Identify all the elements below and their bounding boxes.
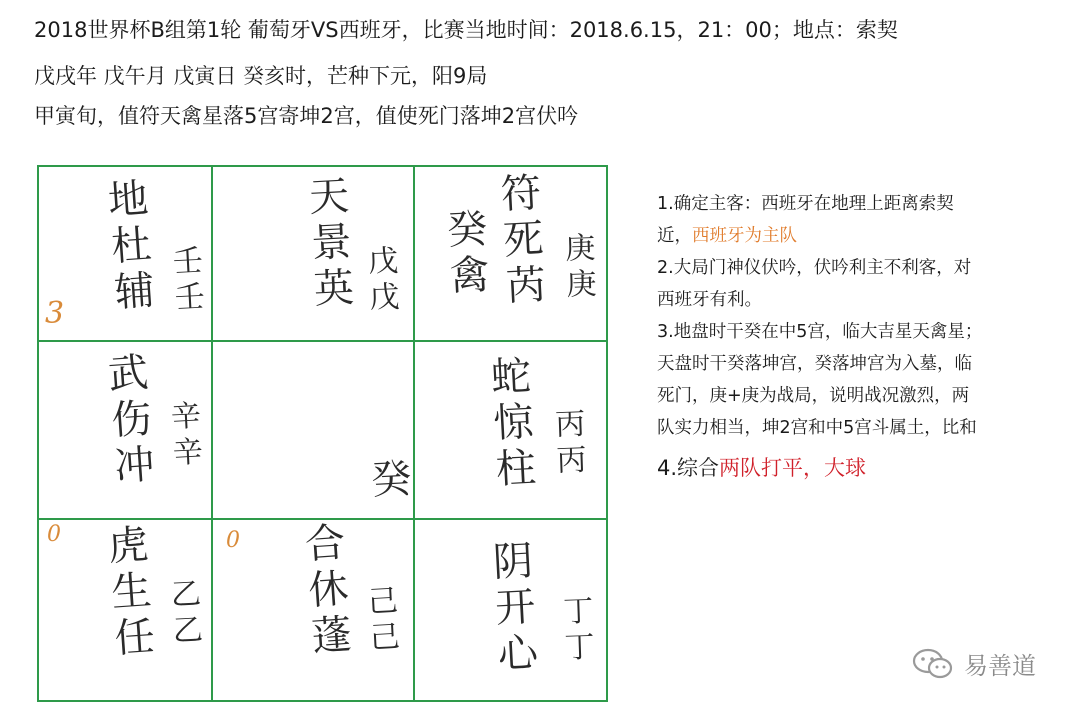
palace-bl-mark: 0 [47, 522, 61, 547]
palace-ml-main: 武伤冲 [100, 350, 156, 492]
palace-tm-stems: 戊戊 [361, 244, 400, 318]
palace-br-stems: 丁丁 [556, 594, 595, 668]
palace-bm-stems: 己己 [361, 584, 400, 658]
palace-tl-stems: 壬壬 [166, 244, 205, 318]
note-4-text: 4.综合 [657, 456, 720, 480]
header-title: 2018世界杯B组第1轮 葡萄牙VS西班牙，比赛当地时间：2018.6.15，21：00；地点：索契 [34, 18, 898, 42]
palace-center: 癸 [363, 456, 413, 506]
palace-bl-main: 虎生任 [100, 522, 156, 664]
note-3c: 死门，庚+庚为战局，说明战况激烈，两 [657, 386, 970, 406]
note-3a: 3.地盘时干癸在中5宫，临大吉星天禽星； [657, 322, 983, 342]
palace-tr-stems: 庚庚 [558, 231, 597, 305]
note-4-highlight: 两队打平，大球 [719, 456, 867, 480]
header-ganzhi: 戊戌年 戊午月 戊寅日 癸亥时，芒种下元，阳9局 [34, 64, 488, 88]
palace-tl-main: 地杜辅 [100, 176, 156, 318]
watermark [912, 646, 1036, 681]
note-3b: 天盘时干癸落坤宫，癸落坤宫为入墓，临 [657, 354, 972, 374]
palace-bm-mark: 0 [226, 528, 240, 553]
palace-tl-mark: 3 [45, 296, 65, 331]
note-1b [657, 220, 1067, 252]
palace-tm-main: 天景英 [301, 173, 355, 315]
note-2b: 西班牙有利。 [657, 290, 762, 310]
palace-tr-main: 符死芮 [493, 170, 547, 312]
note-1b-text: 近， [657, 226, 692, 246]
analysis-notes [657, 188, 1067, 488]
header-zhifu: 甲寅旬，值符天禽星落5宫寄坤2宫，值使死门落坤2宫伏吟 [34, 104, 579, 128]
palace-mr-stems: 丙丙 [548, 407, 587, 481]
note-4 [657, 448, 1067, 488]
note-3d: 队实力相当，坤2宫和中5宫斗属土，比和 [657, 418, 977, 438]
note-1a: 1.确定主客：西班牙在地理上距离索契 [657, 194, 954, 214]
note-1b-highlight: 西班牙为主队 [692, 226, 797, 246]
note-2a: 2.大局门神仪伏吟，伏吟利主不利客，对 [657, 258, 972, 278]
wechat-icon [912, 647, 954, 681]
palace-br-main: 阴开心 [485, 538, 539, 680]
palace-bm-main: 合休蓬 [297, 520, 353, 662]
palace-tr-gui-qin: 癸禽 [439, 206, 491, 302]
palace-ml-stems: 辛辛 [164, 399, 203, 473]
watermark-text: 易善道 [964, 652, 1036, 680]
palace-mr-main: 蛇惊柱 [483, 353, 537, 495]
palace-bl-stems: 乙乙 [164, 577, 203, 651]
